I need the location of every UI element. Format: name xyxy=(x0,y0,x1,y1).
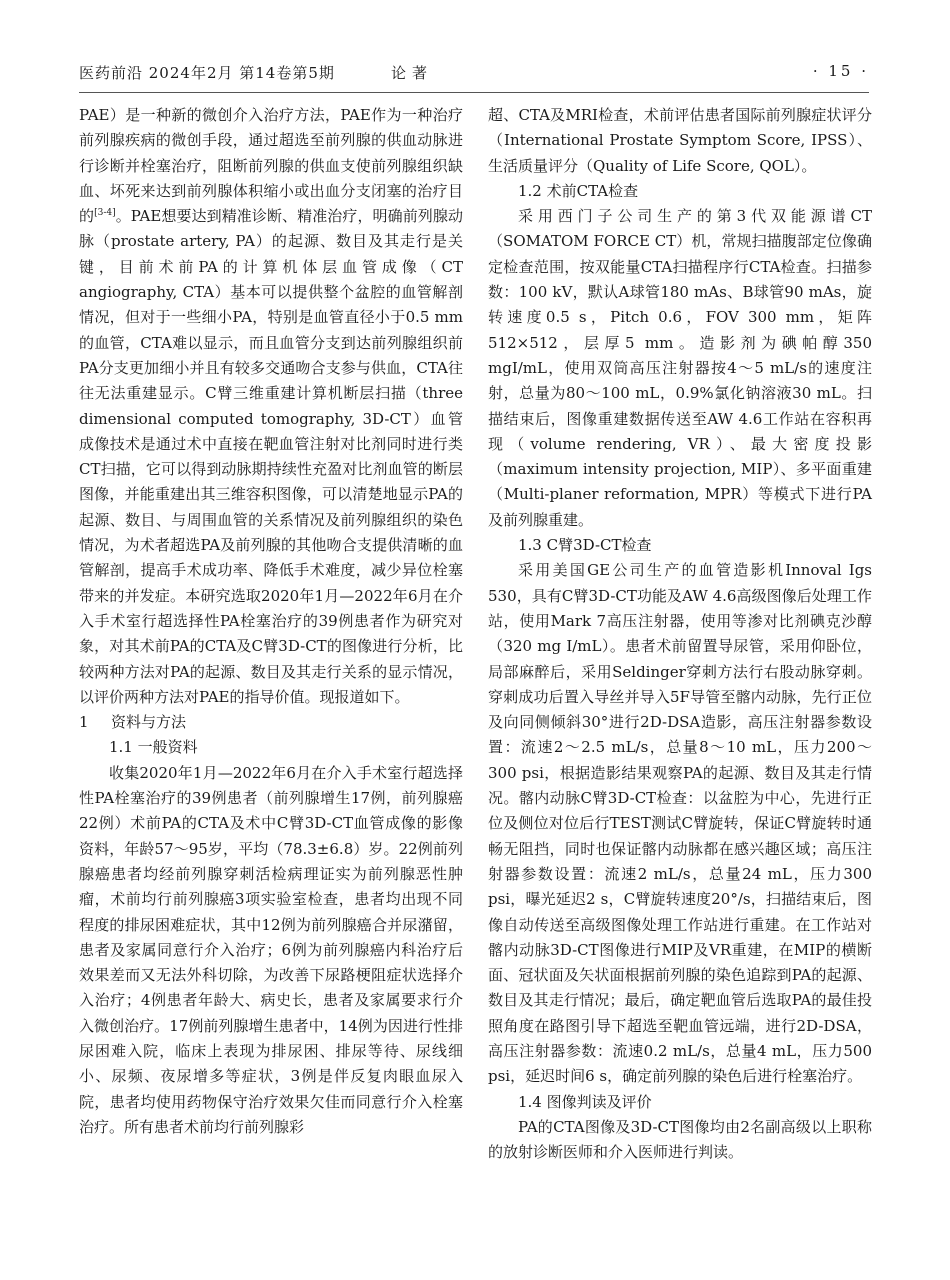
paragraph-text: PAE）是一种新的微创介入治疗方法，PAE作为一种治疗前列腺疾病的微创手段，通过超选至前列腺的供血动脉进行诊断并栓塞治疗，阻断前列腺的供血支使前列腺组织缺血、坏死来达到前列腺体积缩小或出血分支闭塞的治疗目的 xyxy=(79,106,463,226)
section-label: 论著 xyxy=(391,64,434,82)
section-number: 1 xyxy=(79,713,89,732)
right-column xyxy=(488,103,872,1165)
left-column xyxy=(79,103,463,1140)
subsection-heading: 1.1 一般资料 xyxy=(109,738,198,757)
paragraph-intro-continued xyxy=(79,103,463,710)
subsection-heading: 1.3 C臂3D-CT检查 xyxy=(518,536,652,555)
subsection-heading: 1.2 术前CTA检查 xyxy=(518,181,639,200)
paragraph-carm-exam: 采用美国GE公司生产的血管造影机Innoval Igs 530，具有C臂3D-CT功能及AW 4.6高级图像后处理工作站，使用Mark 7高压注射器，使用等渗对比剂碘克沙醇（320 mg I/mL）。患者术前留置导尿管，采用仰卧位，局部麻醉后，采用Seldinger穿刺方法行右股动脉穿刺。穿刺成功后置入导丝并导入5F导管至髂内动脉，先行正位及向同侧倾斜30°进行2D-DSA造影，高压注射器参数设置：流速2～2.5 mL/s，总量8～10 mL，压力200～300 psi，根据造影结果观察PA的起源、数目及其走行情况。髂内动脉C臂3D-CT检查：以盆腔为中心，先进行正位及侧位对位后行TEST测试C臂旋转，保证C臂旋转时通畅无阻挡，同时也保证髂内动脉都在感兴趣区域；高压注射器参数设置：流速2 mL/s，总量24 mL，压力300 psi，曝光延迟2 s，C臂旋转速度20°/s，扫描结束后，图像自动传送至高级图像处理工作站进行重建。在工作站对髂内动脉3D-CT图像进行MIP及VR重建，在MIP的横断面、冠状面及矢状面根据前列腺的染色追踪到PA的起源、数目及其走行情况；最后，确定靶血管后选取PA的最佳投照角度在路图引导下超选至靶血管远端，进行2D-DSA，高压注射器参数：流速0.2 mL/s，总量4 mL，压力500 psi，延迟时间6 s，确定前列腺的染色后进行栓塞治疗。 xyxy=(488,561,872,1086)
section-heading xyxy=(79,710,463,735)
paragraph-continued: 超、CTA及MRI检查，术前评估患者国际前列腺症状评分（International Prostate Symptom Score, IPSS）、生活质量评分（Quality of Life Score, QOL）。 xyxy=(488,106,872,175)
journal-info: 医药前沿 2024年2月 第14卷第5期 xyxy=(79,64,335,82)
paragraph-cta-exam: 采用西门子公司生产的第3代双能源谱CT（SOMATOM FORCE CT）机，常规扫描腹部定位像确定检查范围，按双能量CTA扫描程序行CTA检查。扫描参数：100 kV，默认A球管180 mAs、B球管90 mAs，旋转速度0.5 s，Pitch 0.6，FOV 300 mm，矩阵512×512，层厚5 mm。造影剂为碘帕醇350 mgI/mL，使用双筒高压注射器按4～5 mL/s的速度注射，总量为80～100 mL，0.9%氯化钠溶液30 mL。扫描结束后，图像重建数据传送至AW 4.6工作站在容积再现（volume rendering, VR）、最大密度投影（maximum intensity projection, MIP）、多平面重建（Multi-planer reformation, MPR）等模式下进行PA及前列腺重建。 xyxy=(488,207,872,529)
paragraph-image-evaluation: PA的CTA图像及3D-CT图像均由2名副高级以上职称的放射诊断医师和介入医师进行判读。 xyxy=(488,1117,872,1162)
section-title: 资料与方法 xyxy=(111,713,187,732)
paragraph-text: 。PAE想要达到精准诊断、精准治疗，明确前列腺动脉（prostate artery, PA）的起源、数目及其走行是关键，目前术前PA的计算机体层血管成像（CT angiography, CTA）基本可以提供整个盆腔的血管解剖情况，但对于一些细小PA，特别是血管直径小于0.5 mm的血管，CTA难以显示，而且血管分支到达前列腺组织前PA分支更加细小并且有较多交通吻合支参与供血，CTA往往无法重建显示。C臂三维重建计算机断层扫描（three dimensional computed tomography, 3D-CT）血管成像技术是通过术中直接在靶血管注射对比剂同时进行类CT扫描，它可以得到动脉期持续性充盈对比剂血管的断层图像，并能重建出其三维容积图像，可以清楚地显示PA的起源、数目、与周围血管的关系情况及前列腺组织的染色情况，为术者超选PA及前列腺的其他吻合支提供清晰的血管解剖，提高手术成功率、降低手术难度，减少异位栓塞带来的并发症。本研究选取2020年1月—2022年6月在介入手术室行超选择性PA栓塞治疗的39例患者作为研究对象，对其术前PA的CTA及C臂3D-CT的图像进行分析，比较两种方法对PA的起源、数目及其走行关系的显示情况，以评价两种方法对PAE的指导价值。现报道如下。 xyxy=(79,207,463,706)
running-header xyxy=(79,62,869,88)
page-number: · 15 · xyxy=(812,62,869,80)
paragraph-general-data: 收集2020年1月—2022年6月在介入手术室行超选择性PA栓塞治疗的39例患者（前列腺增生17例，前列腺癌22例）术前PA的CTA及术中C臂3D-CT血管成像的影像资料，年龄57～95岁，平均（78.3±6.8）岁。22例前列腺癌患者均经前列腺穿刺活检病理证实为前列腺恶性肿瘤，术前均行前列腺癌3项实验室检查，患者均出现不同程度的排尿困难症状，其中12例为前列腺癌合并尿潴留，患者及家属同意行介入治疗；6例为前列腺癌内科治疗后效果差而又无法外科切除，为改善下尿路梗阻症状选择介入治疗；4例患者年龄大、病史长，患者及家属要求行介入微创治疗。17例前列腺增生患者中，14例为因进行性排尿困难入院，临床上表现为排尿困、排尿等待、尿线细小、尿频、夜尿增多等症状，3例是伴反复肉眼血尿入院，患者均使用药物保守治疗效果欠佳而同意行介入栓塞治疗。所有患者术前均行前列腺彩 xyxy=(79,763,463,1136)
header-rule xyxy=(79,92,869,93)
subsection-heading: 1.4 图像判读及评价 xyxy=(518,1092,652,1111)
citation-superscript: [3-4] xyxy=(94,208,116,219)
